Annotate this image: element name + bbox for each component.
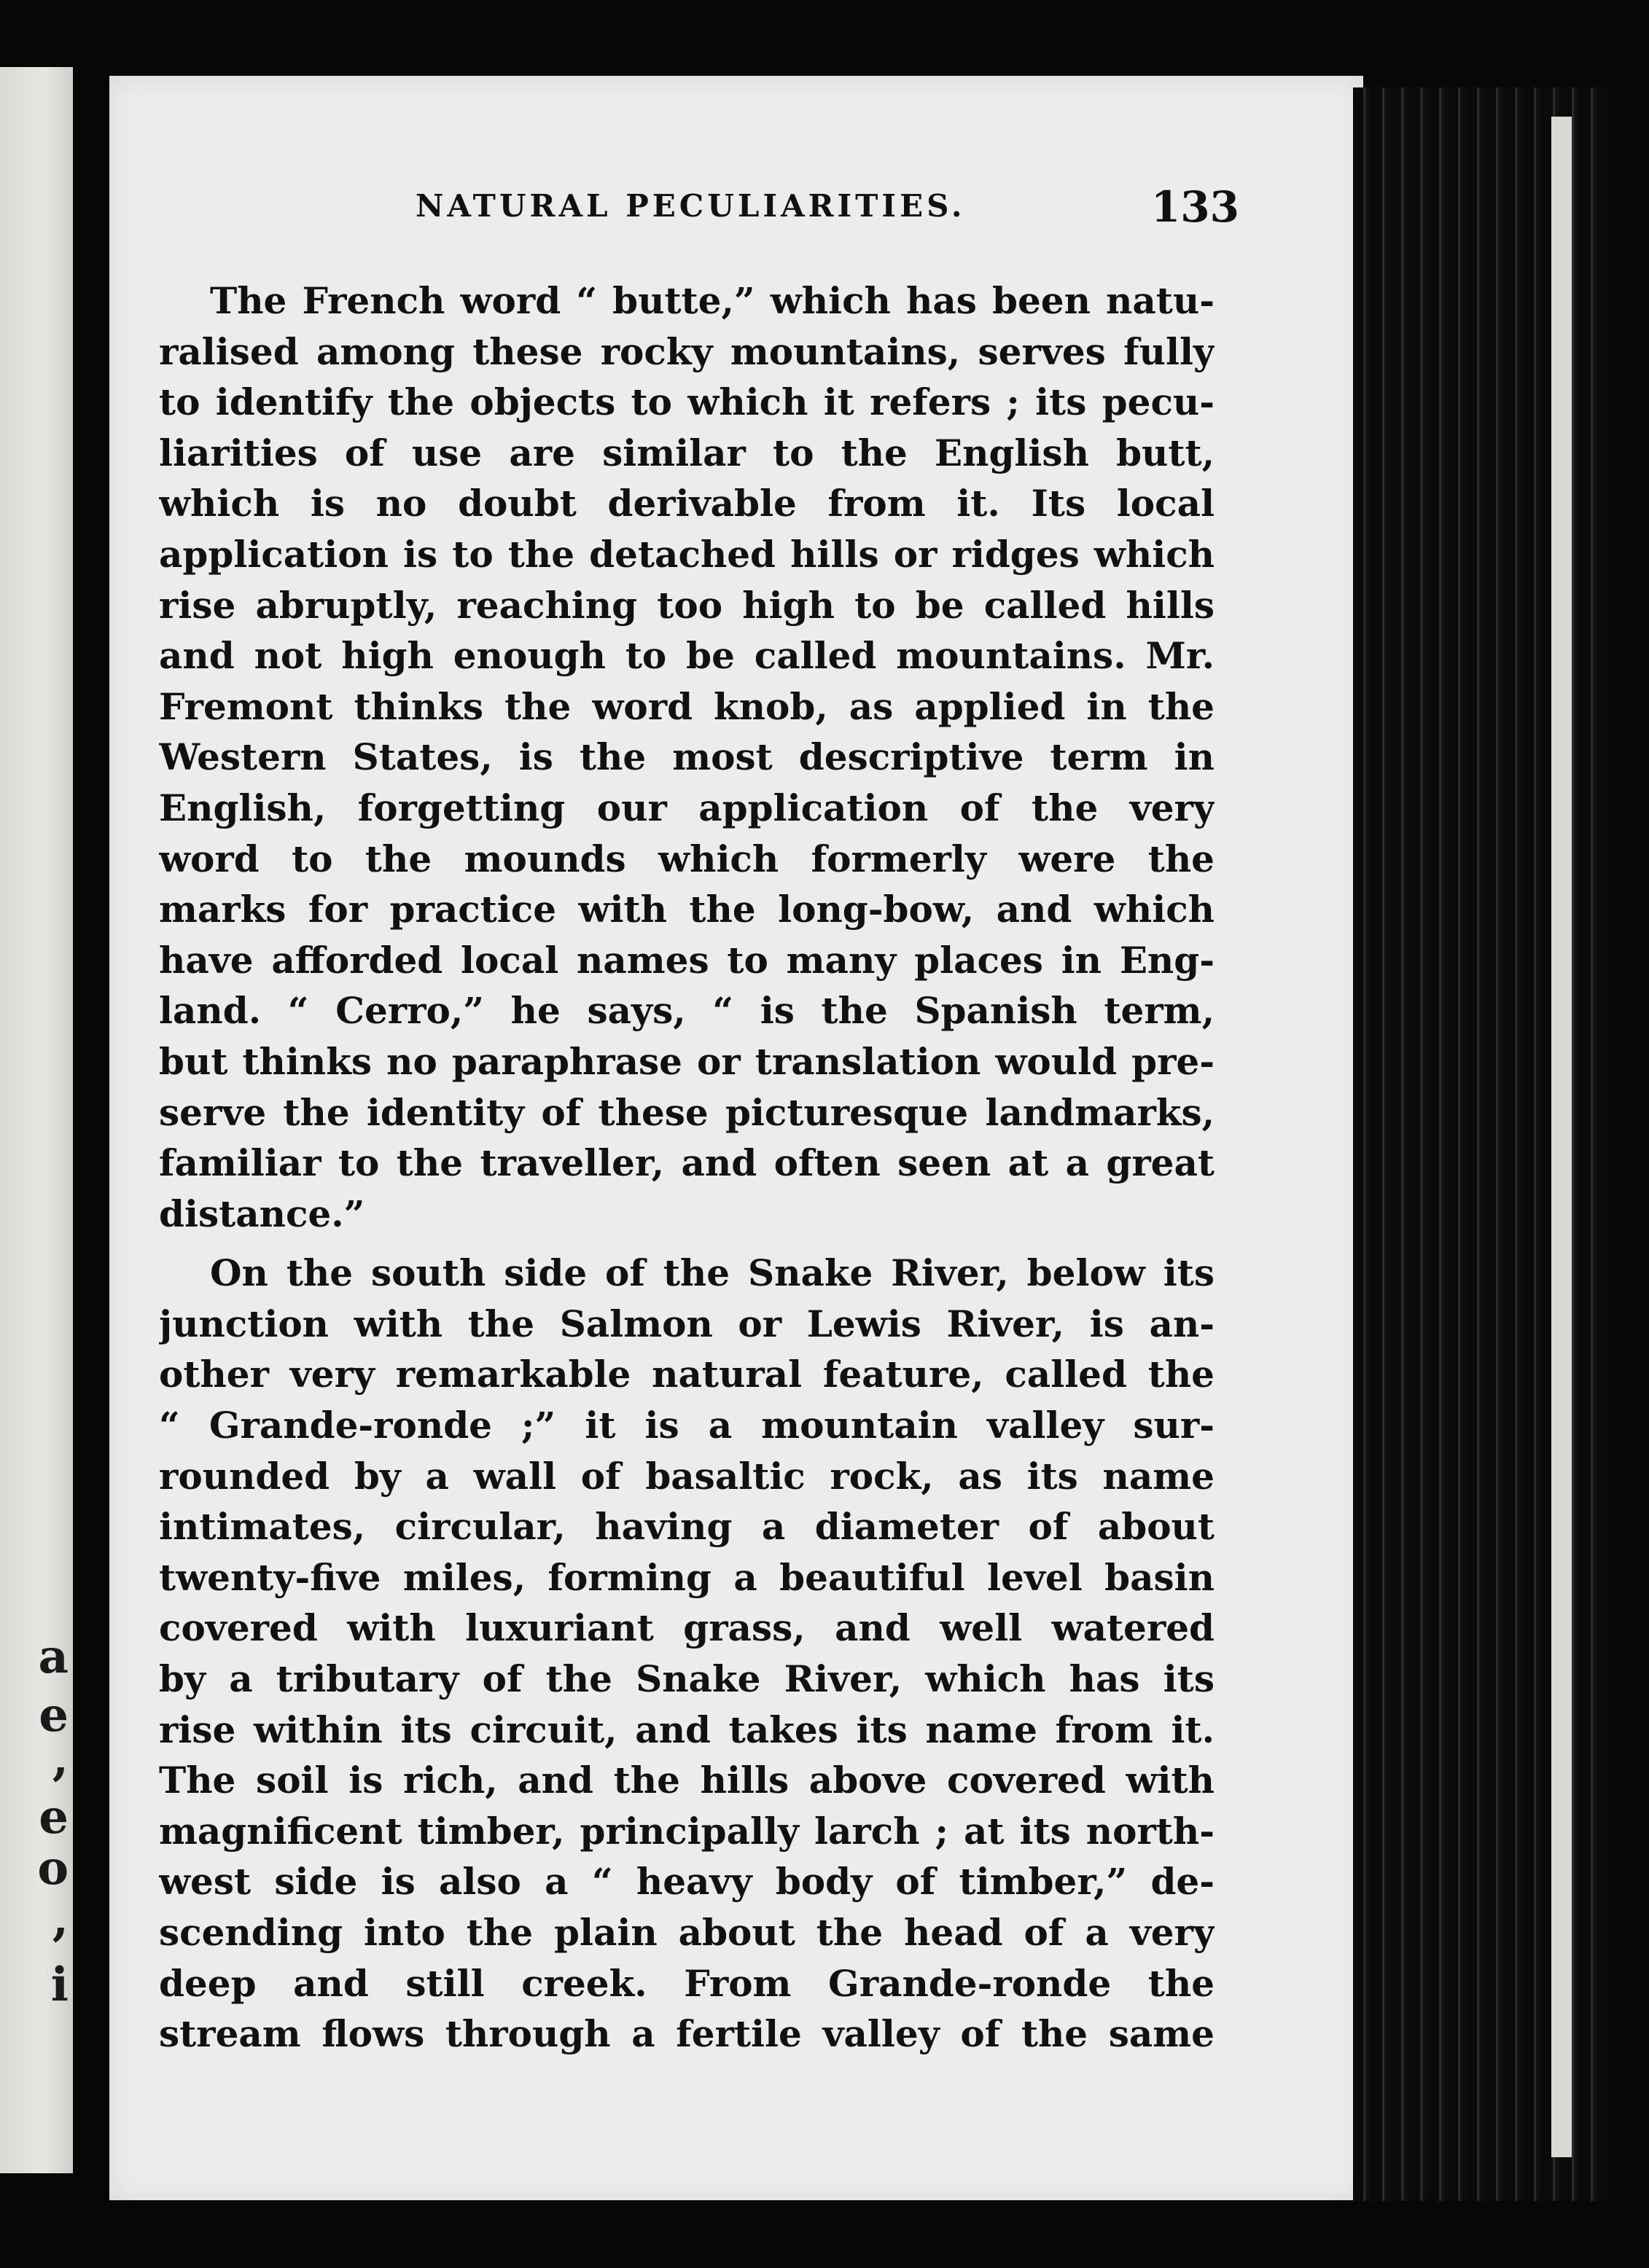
facing-page-fragment: e bbox=[39, 1688, 69, 1743]
text-line: The soil is rich, and the hills above covered with bbox=[159, 1759, 1215, 1802]
text-line: marks for practice with the long-bow, and which bbox=[159, 888, 1215, 931]
text-line: by a tributary of the Snake River, which has its bbox=[159, 1657, 1215, 1701]
text-line: stream flows through a fertile valley of the same bbox=[159, 2012, 1215, 2056]
text-line: familiar to the traveller, and often seen at a great bbox=[159, 1141, 1215, 1185]
text-line: which is no doubt derivable from it. Its local bbox=[159, 482, 1215, 525]
text-line: application is to the detached hills or ridges which bbox=[159, 532, 1215, 576]
paragraph-butte bbox=[159, 275, 1215, 1239]
text-line: “ Grande-ronde ;” it is a mountain valley sur- bbox=[159, 1404, 1215, 1447]
text-line: covered with luxuriant grass, and well watered bbox=[159, 1606, 1215, 1650]
text-line: magnificent timber, principally larch ; at its north- bbox=[159, 1809, 1215, 1853]
page-block-edges bbox=[1353, 87, 1608, 2201]
facing-page-fragment: i bbox=[50, 1958, 69, 2012]
facing-page-fragment: a bbox=[38, 1630, 69, 1684]
text-line: twenty-five miles, forming a beautiful level basin bbox=[159, 1555, 1215, 1599]
facing-page-fragment: e bbox=[39, 1790, 69, 1845]
text-line: to identify the objects to which it refers ; its pecu- bbox=[159, 380, 1215, 424]
page-header bbox=[306, 182, 1239, 246]
text-line: liarities of use are similar to the English butt, bbox=[159, 431, 1215, 474]
text-line: distance.” bbox=[159, 1192, 365, 1235]
text-line: land. “ Cerro,” he says, “ is the Spanish term, bbox=[159, 989, 1215, 1033]
text-line: deep and still creek. From Grande-ronde the bbox=[159, 1961, 1215, 2005]
facing-page-edge bbox=[0, 67, 73, 2173]
text-line: ralised among these rocky mountains, serves fully bbox=[159, 329, 1215, 373]
facing-page-fragment: o bbox=[37, 1841, 69, 1896]
text-line: junction with the Salmon or Lewis River, is an- bbox=[159, 1302, 1215, 1345]
text-line: intimates, circular, having a diameter of about bbox=[159, 1505, 1215, 1549]
facing-page-fragment: , bbox=[52, 1892, 69, 1947]
page-number: 133 bbox=[1150, 182, 1239, 232]
text-line: scending into the plain about the head of a very bbox=[159, 1911, 1215, 1954]
text-line: The French word “ butte,” which has been natu- bbox=[210, 279, 1215, 322]
text-line: rise within its circuit, and takes its name from it. bbox=[159, 1708, 1215, 1751]
facing-page-fragment: , bbox=[52, 1732, 69, 1786]
text-line: word to the mounds which formerly were the bbox=[159, 837, 1215, 880]
text-line: but thinks no paraphrase or translation would pre- bbox=[159, 1039, 1215, 1083]
text-line: serve the identity of these picturesque landmarks, bbox=[159, 1090, 1215, 1134]
page-edge-strip bbox=[1551, 117, 1572, 2157]
text-line: Western States, is the most descriptive term in bbox=[159, 735, 1215, 779]
text-line: English, forgetting our application of the very bbox=[159, 786, 1215, 829]
text-line: Fremont thinks the word knob, as applied in the bbox=[159, 684, 1215, 728]
paragraph-grande-ronde bbox=[159, 1248, 1215, 2060]
running-head: NATURAL PECULIARITIES. bbox=[416, 188, 966, 224]
text-line: have afforded local names to many places in Eng- bbox=[159, 938, 1215, 982]
text-line: rounded by a wall of basaltic rock, as its name bbox=[159, 1454, 1215, 1498]
paragraph-gap bbox=[159, 1239, 1215, 1248]
text-line: rise abruptly, reaching too high to be called hills bbox=[159, 583, 1215, 627]
text-line: On the south side of the Snake River, below its bbox=[210, 1251, 1215, 1295]
text-line: other very remarkable natural feature, called the bbox=[159, 1353, 1215, 1396]
text-line: west side is also a “ heavy body of timber,” de- bbox=[159, 1860, 1215, 1904]
text-line: and not high enough to be called mountains. Mr. bbox=[159, 634, 1215, 678]
body-text bbox=[159, 275, 1215, 2060]
